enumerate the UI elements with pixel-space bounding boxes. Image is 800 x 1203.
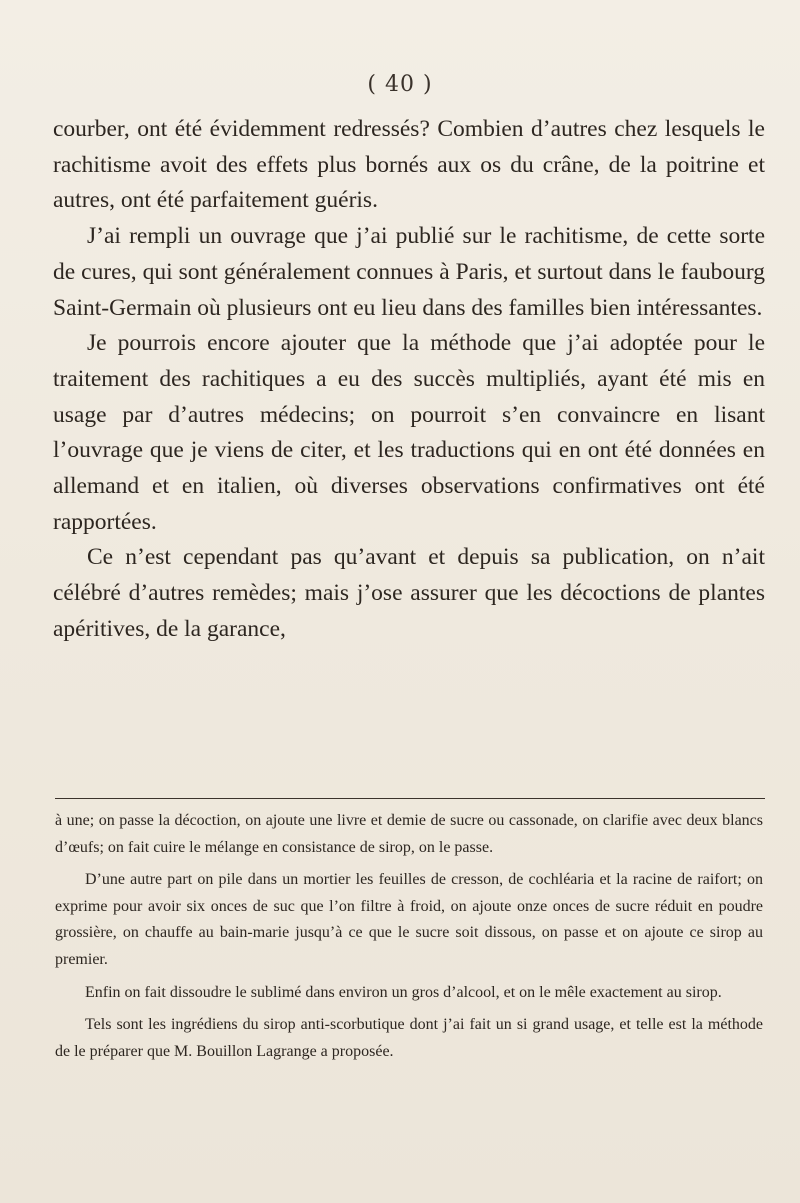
footnote-paragraph: D’une autre part on pile dans un mortier les feuilles de cresson, de cochléaria et la racine de raifort; on exprime pour avoir six onces de suc que l’on filtre à froid, on ajoute onze onces de sucre réduit en poudre grossière, on chauffe au bain-marie jusqu’à ce que le sucre soit dissous, on passe et on ajoute ce sirop au premier. xyxy=(55,871,763,968)
main-paragraph: Je pourrois encore ajouter que la méthode que j’ai adoptée pour le traitement des rachitiques a eu des succès multipliés, ayant été mis en usage par d’autres médecins; on pourroit s’en convaincre en lisant l’ouvrage que je viens de citer, et les traductions qui en ont été données en allemand et en italien, où diverses observations confirmatives ont été rapportées. xyxy=(53,330,765,535)
main-paragraph: courber, ont été évidemment redressés? Combien d’autres chez lesquels le rachitisme avoit des effets plus bornés aux os du crâne, de la poitrine et autres, ont été parfaitement guéris. xyxy=(53,116,765,214)
main-paragraph: J’ai rempli un ouvrage que j’ai publié sur le rachitisme, de cette sorte de cures, qui sont généralement connues à Paris, et surtout dans le faubourg Saint-Germain où plusieurs ont eu lieu dans des familles bien intéressantes. xyxy=(53,223,765,321)
footnotes xyxy=(55,808,763,1065)
main-paragraph: Ce n’est cependant pas qu’avant et depuis sa publication, on n’ait célébré d’autres remèdes; mais j’ose assurer que les décoctions de plantes apéritives, de la garance, xyxy=(53,544,765,642)
footnote-paragraph: Tels sont les ingrédiens du sirop anti-scorbutique dont j’ai fait un si grand usage, et telle est la méthode de le préparer que M. Bouillon Lagrange a proposée. xyxy=(55,1016,763,1060)
footnote-divider xyxy=(55,798,765,799)
page-number: ( 40 ) xyxy=(367,72,433,97)
footnote-paragraph: Enfin on fait dissoudre le sublimé dans environ un gros d’alcool, et on le mêle exactement au sirop. xyxy=(85,983,722,1001)
main-text xyxy=(53,112,765,648)
footnote-paragraph: à une; on passe la décoction, on ajoute une livre et demie de sucre ou cassonade, on clarifie avec deux blancs d’œufs; on fait cuire le mélange en consistance de sirop, on le passe. xyxy=(55,812,763,856)
